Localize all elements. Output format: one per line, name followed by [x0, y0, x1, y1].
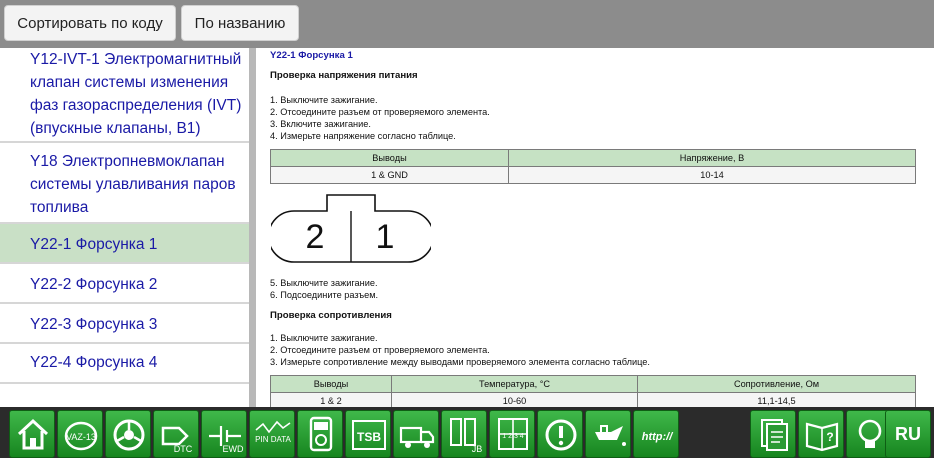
- connector-pin-label: 1: [375, 218, 395, 256]
- list-item-label: Y18 Электропневмоклапан системы улавливания паров топлива: [30, 153, 236, 216]
- top-toolbar: [0, 0, 934, 48]
- step-text: 2. Отсоедините разъем от проверяемого элемента.: [270, 107, 490, 117]
- home-icon[interactable]: [9, 410, 55, 458]
- language-label: RU: [895, 424, 921, 444]
- list-item-selected[interactable]: [0, 224, 249, 264]
- step-text: 1. Выключите зажигание.: [270, 95, 378, 105]
- list-item-label: Y22-4 Форсунка 4: [30, 354, 158, 371]
- jb-icon[interactable]: [441, 410, 487, 458]
- resistance-check-heading: Проверка сопротивления: [270, 310, 392, 321]
- component-list: [0, 48, 249, 384]
- step-text: 5. Выключите зажигание.: [270, 278, 378, 288]
- document-content: [256, 48, 934, 407]
- fuse-box-icon[interactable]: [489, 410, 535, 458]
- dtc-icon[interactable]: [153, 410, 199, 458]
- list-item[interactable]: [0, 143, 249, 224]
- vehicle-badge-icon[interactable]: [57, 410, 103, 458]
- sort-by-code-button[interactable]: Сортировать по коду: [4, 5, 176, 41]
- voltage-check-heading: Проверка напряжения питания: [270, 70, 418, 81]
- table-cell: 10-60: [392, 393, 638, 408]
- step-text: 6. Подсоедините разъем.: [270, 290, 379, 300]
- pin-data-label: PIN DATA: [255, 435, 291, 444]
- list-item[interactable]: [0, 48, 249, 143]
- resistance-table: [270, 375, 916, 407]
- ewd-label: EWD: [222, 444, 244, 454]
- tsb-label: TSB: [357, 430, 381, 444]
- list-item[interactable]: [0, 264, 249, 304]
- table-header-cell: Сопротивление, Ом: [638, 376, 916, 393]
- list-item[interactable]: [0, 344, 249, 384]
- truck-icon[interactable]: [393, 410, 439, 458]
- language-icon[interactable]: [885, 410, 931, 458]
- tsb-icon[interactable]: [345, 410, 391, 458]
- step-text: 3. Измерьте сопротивление между выводами проверяемого элемента согласно таблице.: [270, 357, 650, 367]
- table-header-cell: Напряжение, В: [509, 150, 916, 167]
- documents-icon[interactable]: [750, 410, 796, 458]
- table-cell: 1 & 2: [271, 393, 392, 408]
- step-text: 4. Измерьте напряжение согласно таблице.: [270, 131, 456, 141]
- table-header-cell: Выводы: [271, 150, 509, 167]
- table-header-row: [271, 150, 916, 167]
- list-item[interactable]: [0, 304, 249, 344]
- step-text: 3. Включите зажигание.: [270, 119, 371, 129]
- list-item-label: Y22-3 Форсунка 3: [30, 316, 158, 333]
- step-text: 2. Отсоедините разъем от проверяемого элемента.: [270, 345, 490, 355]
- list-item-label: Y22-1 Форсунка 1: [30, 236, 158, 253]
- jb-label: JB: [471, 444, 483, 454]
- list-item-label: Y22-2 Форсунка 2: [30, 276, 158, 293]
- help-book-label: ?: [826, 430, 834, 444]
- step-text: 1. Выключите зажигание.: [270, 333, 378, 343]
- sort-by-name-button[interactable]: По названию: [181, 5, 299, 41]
- document-title: Y22-1 Форсунка 1: [270, 50, 353, 61]
- list-scrollbar[interactable]: [249, 48, 256, 407]
- table-cell: 10-14: [509, 167, 916, 184]
- table-row: [271, 167, 916, 184]
- table-header-cell: Выводы: [271, 376, 392, 393]
- table-cell: 11,1-14,5: [638, 393, 916, 408]
- component-list-panel: [0, 48, 256, 407]
- help-book-icon[interactable]: [798, 410, 844, 458]
- table-header-row: [271, 376, 916, 393]
- http-icon[interactable]: [633, 410, 679, 458]
- table-header-cell: Температура, °С: [392, 376, 638, 393]
- list-item-label: Y12-IVT-1 Электромагнитный клапан системы изменения фаз газораспределения (IVT) (впускные клапаны, B1): [30, 51, 242, 137]
- fuse-box-label: 1 2 3 4: [502, 433, 524, 440]
- voltage-table: [270, 149, 916, 184]
- multimeter-icon[interactable]: [297, 410, 343, 458]
- connector-pin-label: 2: [305, 218, 325, 256]
- bottom-toolbar: [0, 407, 934, 458]
- dtc-label: DTC: [173, 444, 193, 454]
- table-row: [271, 393, 916, 408]
- oil-can-icon[interactable]: [585, 410, 631, 458]
- warning-icon[interactable]: [537, 410, 583, 458]
- connector-diagram: [271, 193, 431, 269]
- table-cell: 1 & GND: [271, 167, 509, 184]
- ewd-icon[interactable]: [201, 410, 247, 458]
- wheel-icon[interactable]: [105, 410, 151, 458]
- http-label: http://: [641, 431, 673, 443]
- pin-data-icon[interactable]: [249, 410, 295, 458]
- vehicle-badge-label: VAZ-13: [66, 432, 96, 442]
